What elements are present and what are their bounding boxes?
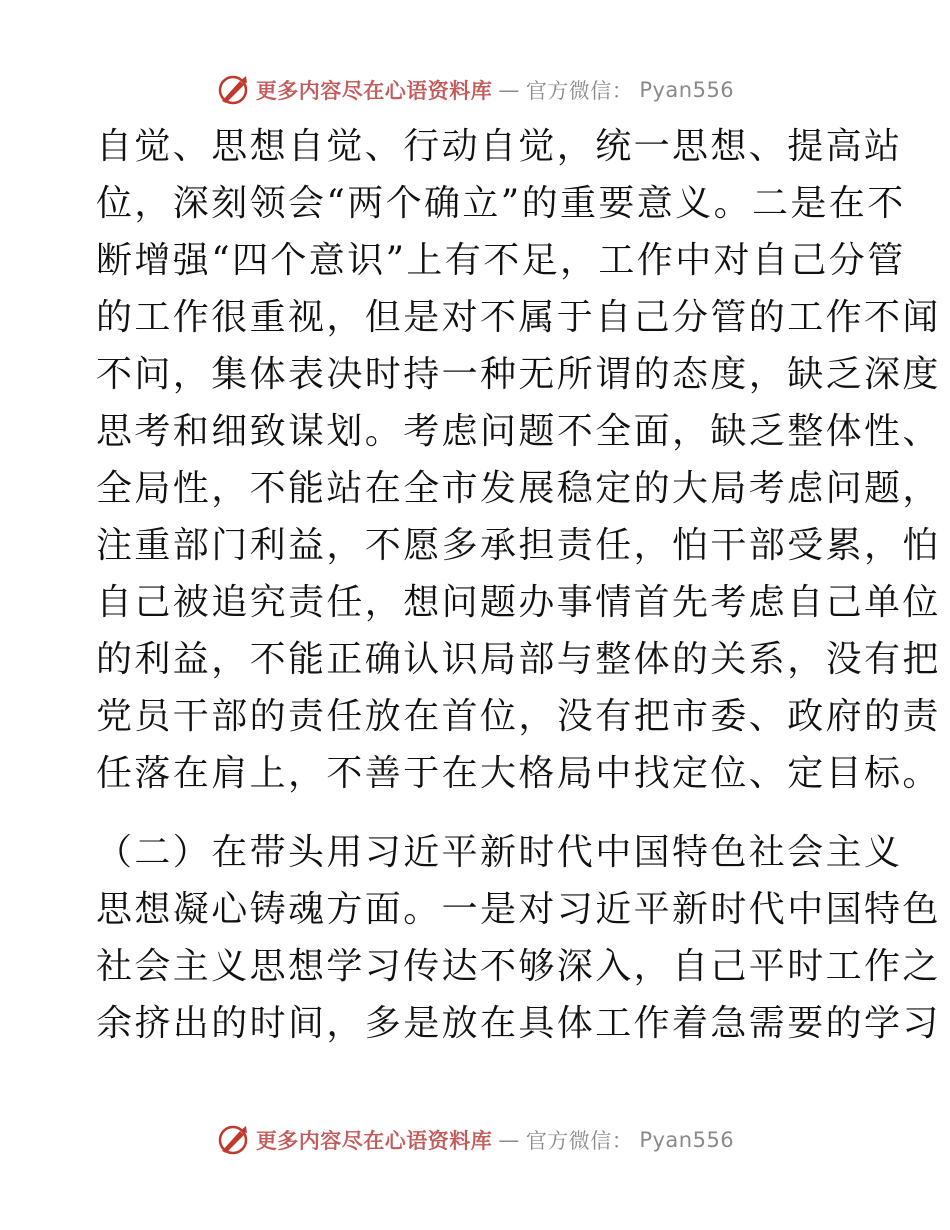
watermark-dash: — [498, 1128, 520, 1152]
quill-logo-icon [216, 73, 250, 107]
watermark-dash: — [498, 78, 520, 102]
body-line: 的工作很重视，但是对不属于自己分管的工作不闻 [96, 297, 941, 338]
body-line: 自己被追究责任，想问题办事情首先考虑自己单位 [96, 582, 941, 623]
body-line: 全局性，不能站在全市发展稳定的大局考虑问题， [96, 468, 941, 509]
body-line: 思考和细致谋划。考虑问题不全面，缺乏整体性、 [96, 411, 941, 452]
body-line: 余挤出的时间，多是放在具体工作着急需要的学习 [96, 1003, 941, 1044]
body-line: 断增强“四个意识”上有不足，工作中对自己分管 [96, 240, 906, 281]
body-line: 的利益，不能正确认识局部与整体的关系，没有把 [96, 639, 941, 680]
watermark-main-text: 更多内容尽在心语资料库 [255, 79, 493, 103]
body-line: 思想凝心铸魂方面。一是对习近平新时代中国特色 [96, 889, 941, 930]
body-line: 位，深刻领会“两个确立”的重要意义。二是在不 [96, 183, 906, 224]
body-line: 注重部门利益，不愿多承担责任，怕干部受累，怕 [96, 525, 941, 566]
watermark-wechat-id: Pyan556 [639, 78, 735, 102]
watermark-main-text: 更多内容尽在心语资料库 [255, 1129, 493, 1153]
footer-watermark [0, 1120, 950, 1160]
body-line: 自觉、思想自觉、行动自觉，统一思想、提高站 [96, 126, 903, 167]
body-line: 党员干部的责任放在首位，没有把市委、政府的责 [96, 696, 941, 737]
watermark-wechat-id: Pyan556 [639, 1128, 735, 1152]
watermark-official-label: 官方微信： [525, 79, 634, 103]
body-line: 任落在肩上，不善于在大格局中找定位、定目标。 [96, 753, 941, 794]
body-line: 社会主义思想学习传达不够深入，自己平时工作之 [96, 946, 941, 987]
document-body [96, 118, 941, 1052]
header-watermark [0, 70, 950, 110]
quill-logo-icon [216, 1123, 250, 1157]
section-heading-line: （二）在带头用习近平新时代中国特色社会主义 [96, 832, 903, 873]
watermark-official-label: 官方微信： [525, 1129, 634, 1153]
body-line: 不问，集体表决时持一种无所谓的态度，缺乏深度 [96, 354, 941, 395]
